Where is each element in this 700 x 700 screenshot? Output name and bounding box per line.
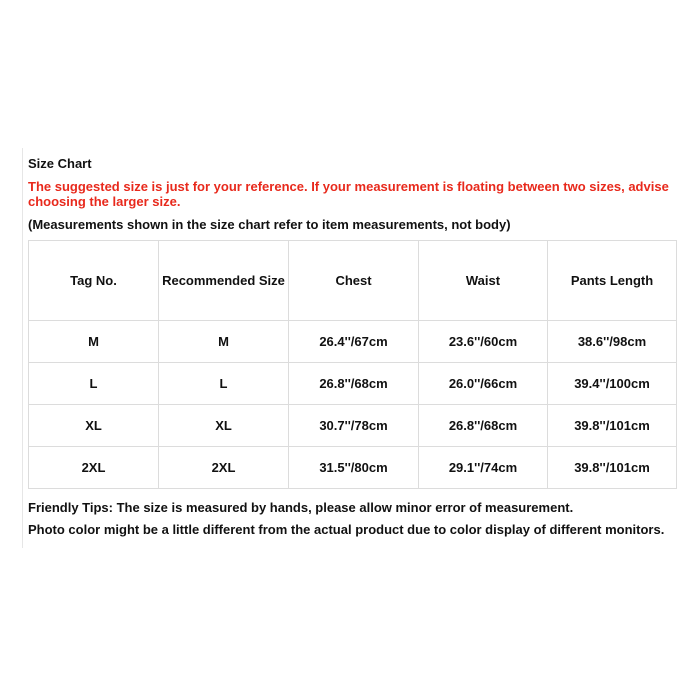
friendly-tip-measurement: Friendly Tips: The size is measured by hands, please allow minor error of measurement. (28, 500, 574, 515)
header-waist: Waist (419, 241, 548, 321)
cell-pants-length: 39.8''/101cm (548, 405, 677, 447)
header-chest: Chest (289, 241, 419, 321)
header-pants-length: Pants Length (548, 241, 677, 321)
cell-chest: 30.7''/78cm (289, 405, 419, 447)
cell-pants-length: 39.8''/101cm (548, 447, 677, 489)
size-table (28, 240, 677, 489)
table-header-row (29, 241, 677, 321)
table-row (29, 363, 677, 405)
size-chart-document (22, 148, 679, 548)
cell-waist: 29.1''/74cm (419, 447, 548, 489)
cell-waist: 23.6''/60cm (419, 321, 548, 363)
cell-waist: 26.0''/66cm (419, 363, 548, 405)
cell-pants-length: 39.4''/100cm (548, 363, 677, 405)
cell-tag-no: XL (29, 405, 159, 447)
measurement-note: (Measurements shown in the size chart refer to item measurements, not body) (28, 217, 511, 232)
cell-tag-no: M (29, 321, 159, 363)
cell-waist: 26.8''/68cm (419, 405, 548, 447)
page-title: Size Chart (28, 156, 92, 171)
friendly-tip-color: Photo color might be a little different from the actual product due to color display of different monitors. (28, 522, 665, 537)
cell-chest: 26.4''/67cm (289, 321, 419, 363)
cell-tag-no: L (29, 363, 159, 405)
table-row (29, 405, 677, 447)
header-tag-no: Tag No. (29, 241, 159, 321)
size-advice-warning: The suggested size is just for your reference. If your measurement is floating between two sizes, advise choosing the larger size. (28, 179, 669, 209)
cell-recommended-size: L (159, 363, 289, 405)
header-recommended-size: Recommended Size (159, 241, 289, 321)
table-row (29, 447, 677, 489)
cell-chest: 31.5''/80cm (289, 447, 419, 489)
cell-chest: 26.8''/68cm (289, 363, 419, 405)
cell-pants-length: 38.6''/98cm (548, 321, 677, 363)
cell-recommended-size: M (159, 321, 289, 363)
cell-recommended-size: XL (159, 405, 289, 447)
cell-recommended-size: 2XL (159, 447, 289, 489)
cell-tag-no: 2XL (29, 447, 159, 489)
table-row (29, 321, 677, 363)
